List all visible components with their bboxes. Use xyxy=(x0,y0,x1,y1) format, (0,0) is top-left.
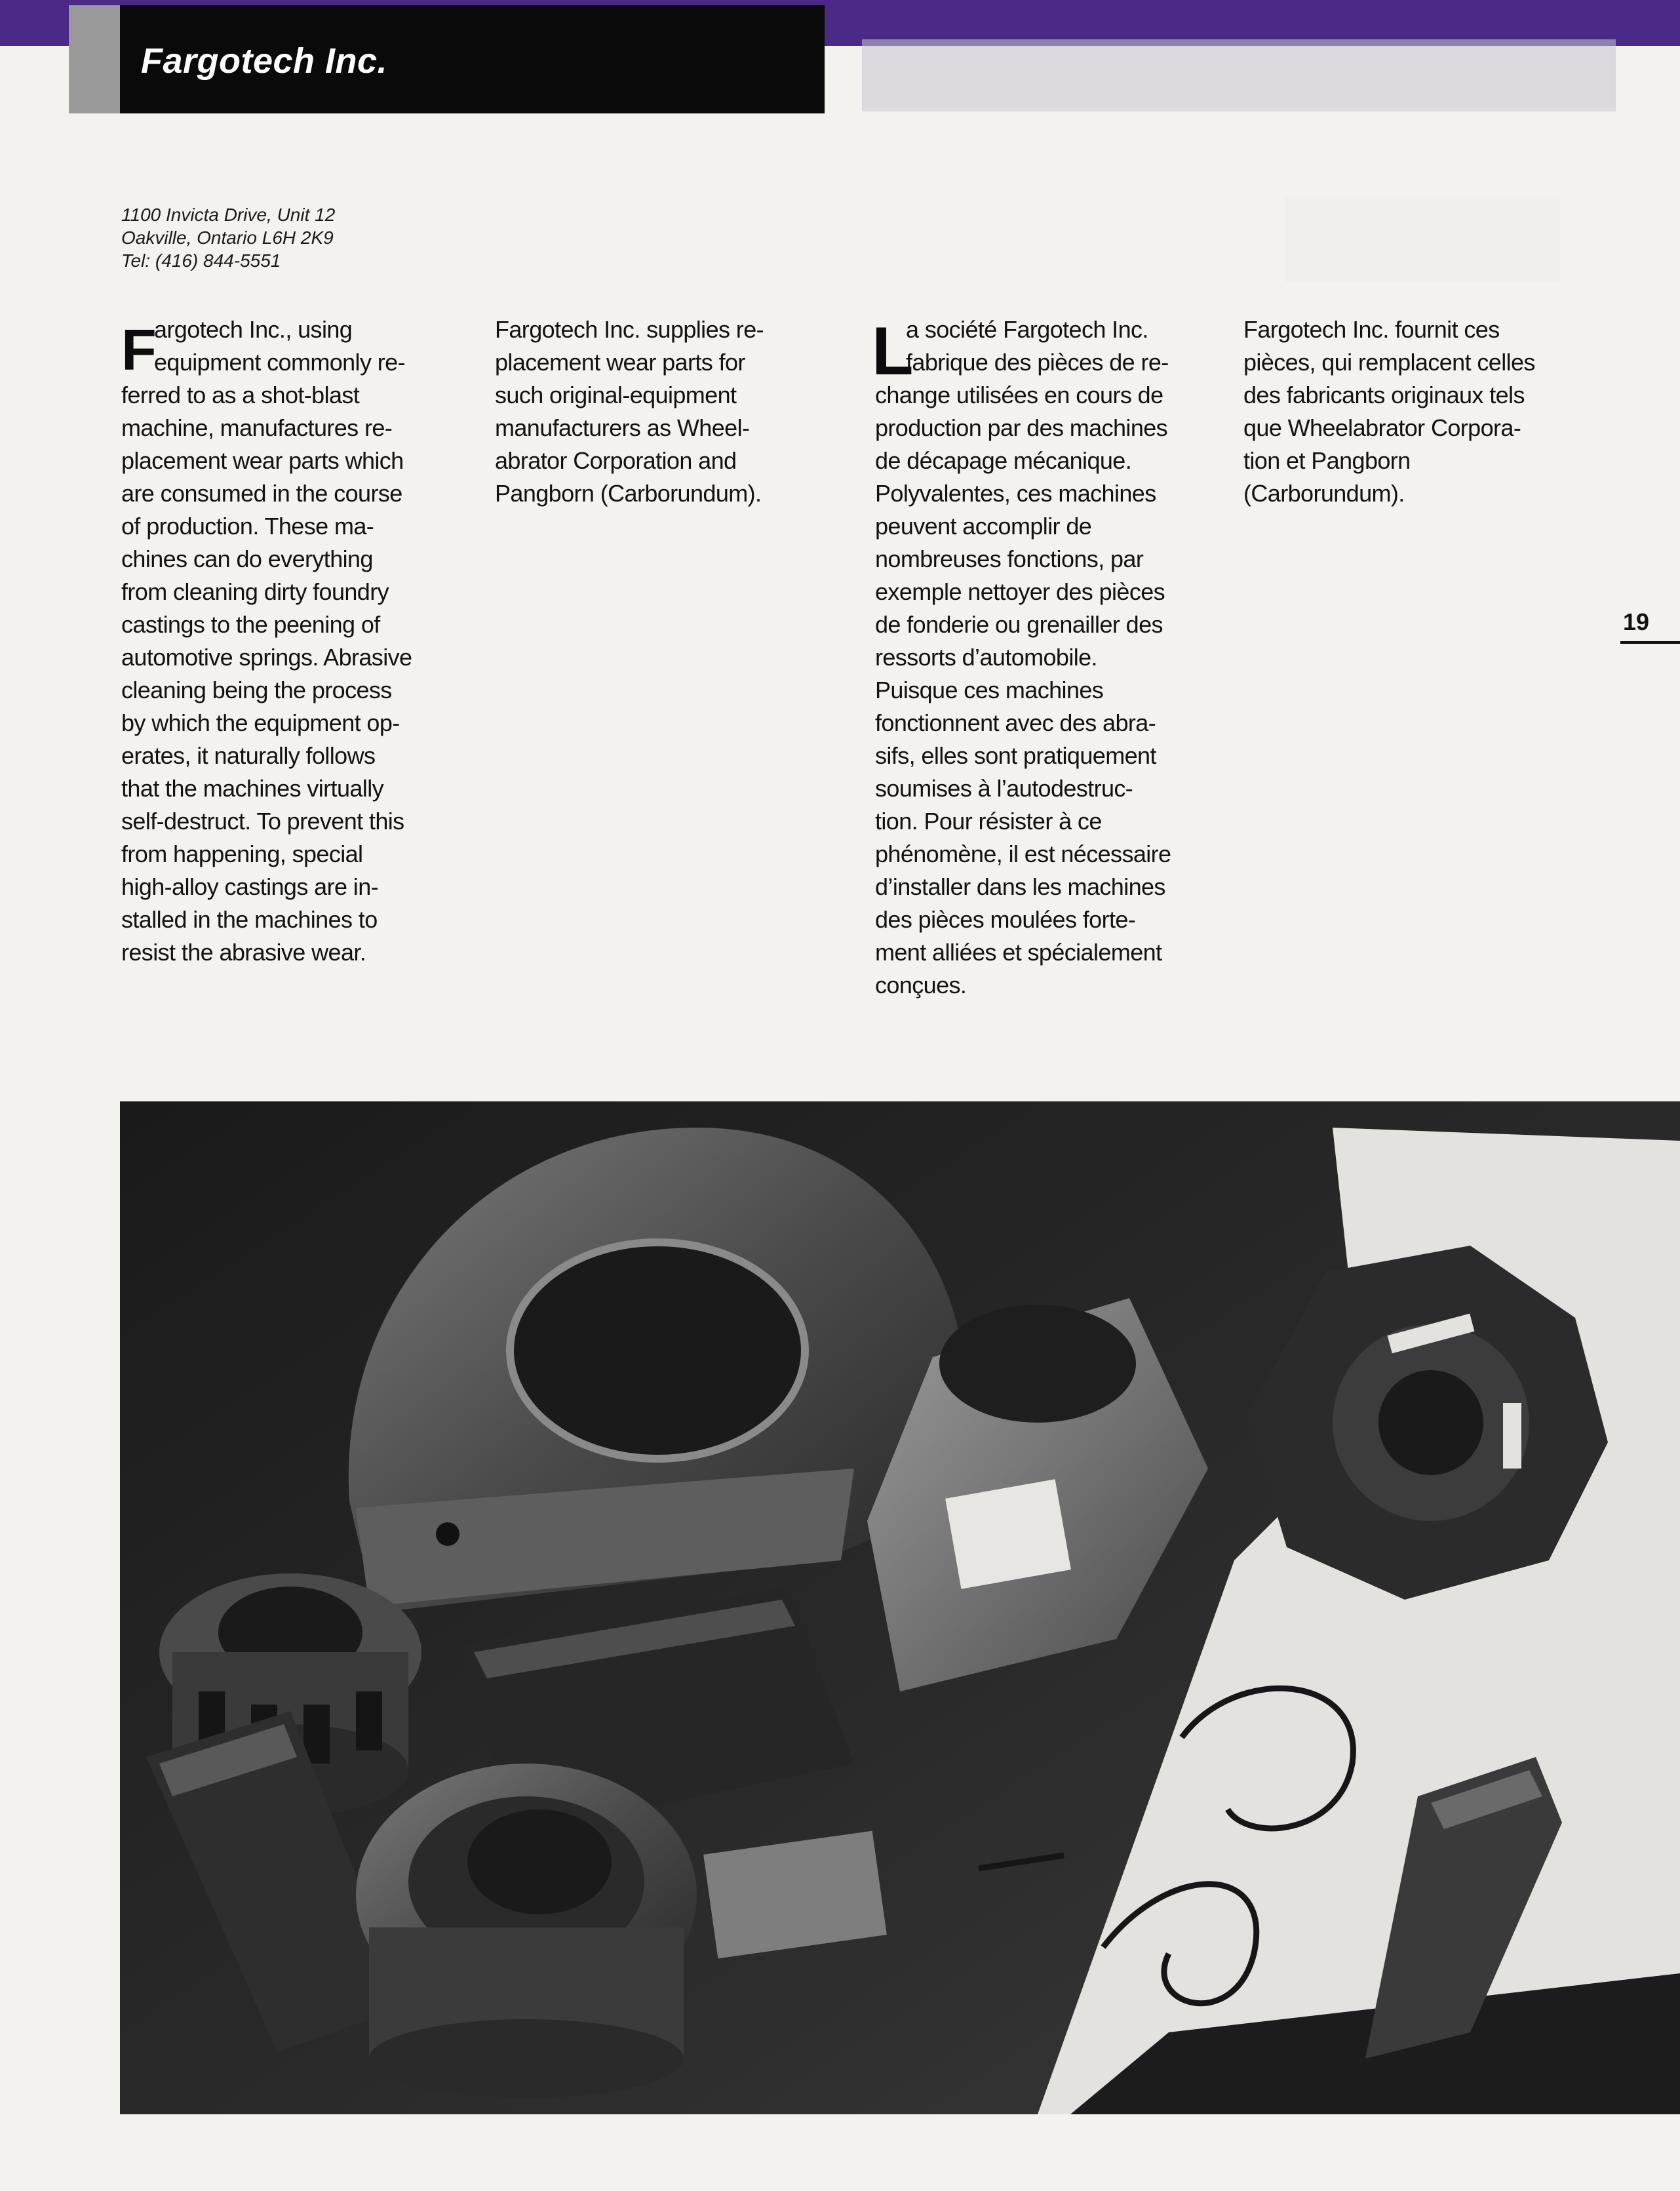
article-column-english-2 xyxy=(495,313,764,510)
bleed-through-text xyxy=(1285,197,1560,282)
text-line: that the machines virtually xyxy=(121,775,383,802)
text-line: ferred to as a shot-blast xyxy=(121,382,360,408)
text-line: Puisque ces machines xyxy=(875,677,1104,703)
text-line: chines can do everything xyxy=(121,545,373,572)
text-line: from cleaning dirty foundry xyxy=(121,578,389,605)
text-line: automotive springs. Abrasive xyxy=(121,644,412,671)
text-line: cleaning being the process xyxy=(121,677,392,703)
text-line: are consumed in the course xyxy=(121,480,402,507)
article-column-french-1 xyxy=(875,313,1171,1002)
text-line: manufacturers as Wheel- xyxy=(495,414,750,441)
article-column-french-2 xyxy=(1243,313,1535,510)
text-line: de décapage mécanique. xyxy=(875,447,1132,474)
text-line: conçues. xyxy=(875,972,967,998)
text-line: nombreuses fonctions, par xyxy=(875,545,1144,572)
text-line: from happening, special xyxy=(121,840,363,867)
text-line: Fargotech Inc. supplies re- xyxy=(495,316,764,343)
text-line: fonctionnent avec des abra- xyxy=(875,709,1156,736)
text-line: d’installer dans les machines xyxy=(875,873,1165,900)
text-line: equipment commonly re- xyxy=(154,349,405,376)
text-line: such original-equipment xyxy=(495,382,737,408)
text-line: des fabricants originaux tels xyxy=(1243,382,1525,408)
text-line: pièces, qui remplacent celles xyxy=(1243,349,1535,376)
text-line: abrator Corporation and xyxy=(495,447,737,474)
address-block xyxy=(121,203,335,272)
text-line: machine, manufactures re- xyxy=(121,414,393,441)
page-number: 19 xyxy=(1623,608,1650,635)
photo-illustration xyxy=(120,1101,1680,2114)
text-line: peuvent accomplir de xyxy=(875,513,1092,540)
text-line: ment alliées et spécialement xyxy=(875,939,1162,966)
text-line: high-alloy castings are in- xyxy=(121,873,378,900)
text-line: by which the equipment op- xyxy=(121,709,400,736)
address-street: 1100 Invicta Drive, Unit 12 xyxy=(121,205,336,225)
text-line: phénomène, il est nécessaire xyxy=(875,840,1171,867)
bleed-through-header xyxy=(862,39,1616,111)
text-line: que Wheelabrator Corpora- xyxy=(1243,414,1521,441)
company-title: Fargotech Inc. xyxy=(141,41,388,81)
text-line: (Carborundum). xyxy=(1243,480,1405,507)
dropcap-f: F xyxy=(121,317,157,382)
text-line: change utilisées en cours de xyxy=(875,382,1163,408)
text-line: de fonderie ou grenailler des xyxy=(875,611,1163,638)
text-line: exemple nettoyer des pièces xyxy=(875,578,1165,605)
text-line: tion et Pangborn xyxy=(1243,447,1411,474)
dropcap-l: L xyxy=(872,313,914,389)
text-line: self-destruct. To prevent this xyxy=(121,808,404,835)
text-line: soumises à l’autodestruc- xyxy=(875,775,1133,802)
text-line: placement wear parts which xyxy=(121,447,404,474)
text-line: Fargotech Inc. fournit ces xyxy=(1243,316,1500,343)
text-line: des pièces moulées forte- xyxy=(875,906,1136,933)
text-line: fabrique des pièces de re- xyxy=(906,349,1169,376)
text-line: erates, it naturally follows xyxy=(121,742,376,769)
text-line: argotech Inc., using xyxy=(154,316,353,343)
text-line: tion. Pour résister à ce xyxy=(875,808,1102,835)
product-photo xyxy=(120,1101,1680,2114)
text-line: resist the abrasive wear. xyxy=(121,939,366,966)
page-number-rule xyxy=(1620,641,1680,644)
text-line: a société Fargotech Inc. xyxy=(906,316,1148,343)
text-line: Pangborn (Carborundum). xyxy=(495,480,762,507)
text-line: Polyvalentes, ces machines xyxy=(875,480,1156,507)
text-line: sifs, elles sont pratiquement xyxy=(875,742,1156,769)
text-line: ressorts d’automobile. xyxy=(875,644,1097,671)
text-line: castings to the peening of xyxy=(121,611,380,638)
address-phone: Tel: (416) 844-5551 xyxy=(121,250,281,271)
text-line: stalled in the machines to xyxy=(121,906,378,933)
address-city: Oakville, Ontario L6H 2K9 xyxy=(121,227,334,248)
text-line: of production. These ma- xyxy=(121,513,374,540)
text-line: production par des machines xyxy=(875,414,1168,441)
header-gray-tab xyxy=(69,5,121,113)
text-line: placement wear parts for xyxy=(495,349,745,376)
article-column-english-1 xyxy=(121,313,412,969)
